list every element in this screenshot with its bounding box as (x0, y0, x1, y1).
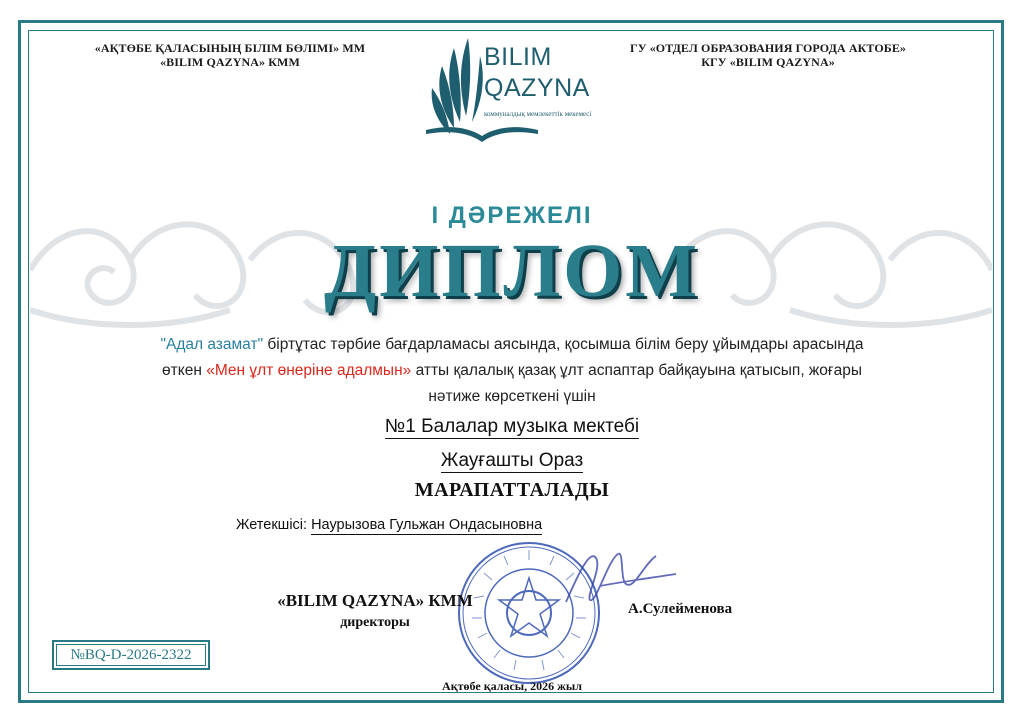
leader-name: Наурызова Гульжан Ондасыновна (311, 517, 543, 533)
signature-role: директоры (340, 615, 410, 630)
header-left-line1: «АҚТӨБЕ ҚАЛАСЫНЫҢ БІЛІМ БӨЛІМІ» ММ (94, 41, 366, 55)
signature-org-name: «BILIM QAZYNA» КММ (277, 591, 473, 610)
city-year: Ақтөбе қаласы, 2026 жыл (442, 679, 582, 693)
header-left (60, 41, 400, 69)
school-line (0, 416, 1024, 438)
header-right (588, 41, 948, 69)
body-text-part2: атты қалалық қазақ ұлт аспаптар байқауына қатысып, жоғары нәтиже көрсеткені үшін (411, 362, 862, 405)
body-text-part1: біртұтас тәрбие бағдарламасы аясында, қосымша білім беру ұйымдары арасында өткен (162, 336, 864, 379)
header-left-line2: «BILIM QAZYNA» КММ (160, 55, 300, 69)
leader-line (236, 517, 542, 533)
leader-label: Жетекшісі: (236, 517, 308, 533)
diploma-body-text (160, 332, 864, 410)
signature-organization (240, 590, 510, 634)
signer-name: А.Сулейменова (628, 601, 733, 617)
program-name: "Адал азамат" (160, 336, 264, 353)
logo-line1: BILIM (484, 43, 552, 71)
student-line (0, 450, 1024, 472)
award-word: МАРАПАТТАЛАДЫ (414, 479, 610, 501)
logo-subtitle: коммуналдық мемлекеттік мекемесі (484, 110, 592, 118)
header-right-line2: КГУ «BILIM QAZYNA» (701, 55, 835, 69)
school-name: №1 Балалар музыка мектебі (384, 416, 640, 437)
student-name: Жауғашты Ораз (440, 450, 584, 471)
contest-name: «Мен ұлт өнеріне адалмын» (206, 362, 412, 379)
logo-wordmark (484, 42, 590, 104)
degree-heading: I ДӘРЕЖЕЛІ (431, 202, 593, 229)
logo-line2: QAZYNA (484, 74, 590, 102)
diploma-number: №BQ-D-2026-2322 (52, 640, 210, 670)
diploma-title: ДИПЛОМ (324, 229, 700, 313)
header-right-line1: ГУ «ОТДЕЛ ОБРАЗОВАНИЯ ГОРОДА АКТОБЕ» (629, 41, 907, 55)
